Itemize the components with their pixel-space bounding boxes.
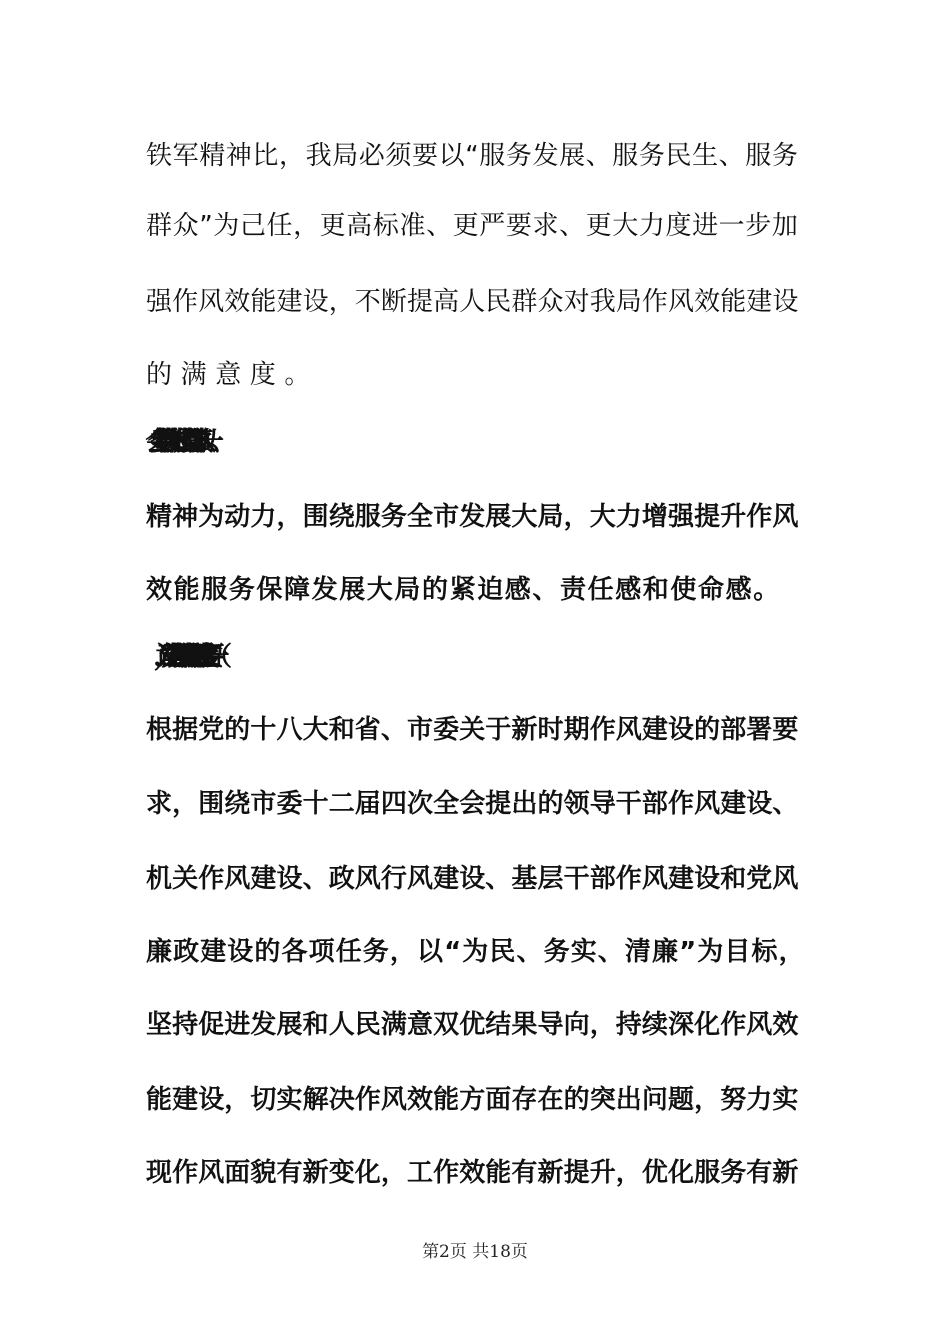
subsection-line-1 [206, 637, 866, 677]
subsection-line-7: 能建设，切实解决作风效能方面存在的突出问题，努力实 [146, 1085, 799, 1115]
subsection-line-3: 求，围绕市委十二届四次全会提出的领导干部作风建设、 [146, 789, 799, 819]
section-heading-line-2: 精神为动力，围绕服务全市发展大局，大力增强提升作风 [146, 502, 799, 532]
text-line-3: 强作风效能建设，不断提高人民群众对我局作风效能建设 [146, 287, 799, 317]
text-line-1: 铁军精神比，我局必须要以“服务发展、服务民生、服务 [146, 141, 799, 171]
section-heading-line-3: 效能服务保障发展大局的紧迫感、责任感和使命感。 [146, 575, 781, 605]
subsection-line-4: 机关作风建设、政风行风建设、基层干部作风建设和党风 [146, 864, 799, 894]
subsection-line-2: 根据党的十八大和省、市委关于新时期作风建设的部署要 [146, 715, 799, 745]
subsection-line-8: 现作风面貌有新变化，工作效能有新提升，优化服务有新 [146, 1158, 799, 1188]
page-number-footer: 第2页 共18页 [422, 1242, 528, 1262]
subsection-line-5: 廉政建设的各项任务，以“为民、务实、清廉”为目标， [146, 937, 806, 967]
section-heading-line-1 [198, 422, 858, 462]
text-line-4: 的满意度。 [146, 360, 320, 390]
subsection-line-6: 坚持促进发展和人民满意双优结果导向，持续深化作风效 [146, 1010, 799, 1040]
text-line-2: 群众”为己任，更高标准、更严要求、更大力度进一步加 [146, 211, 799, 241]
